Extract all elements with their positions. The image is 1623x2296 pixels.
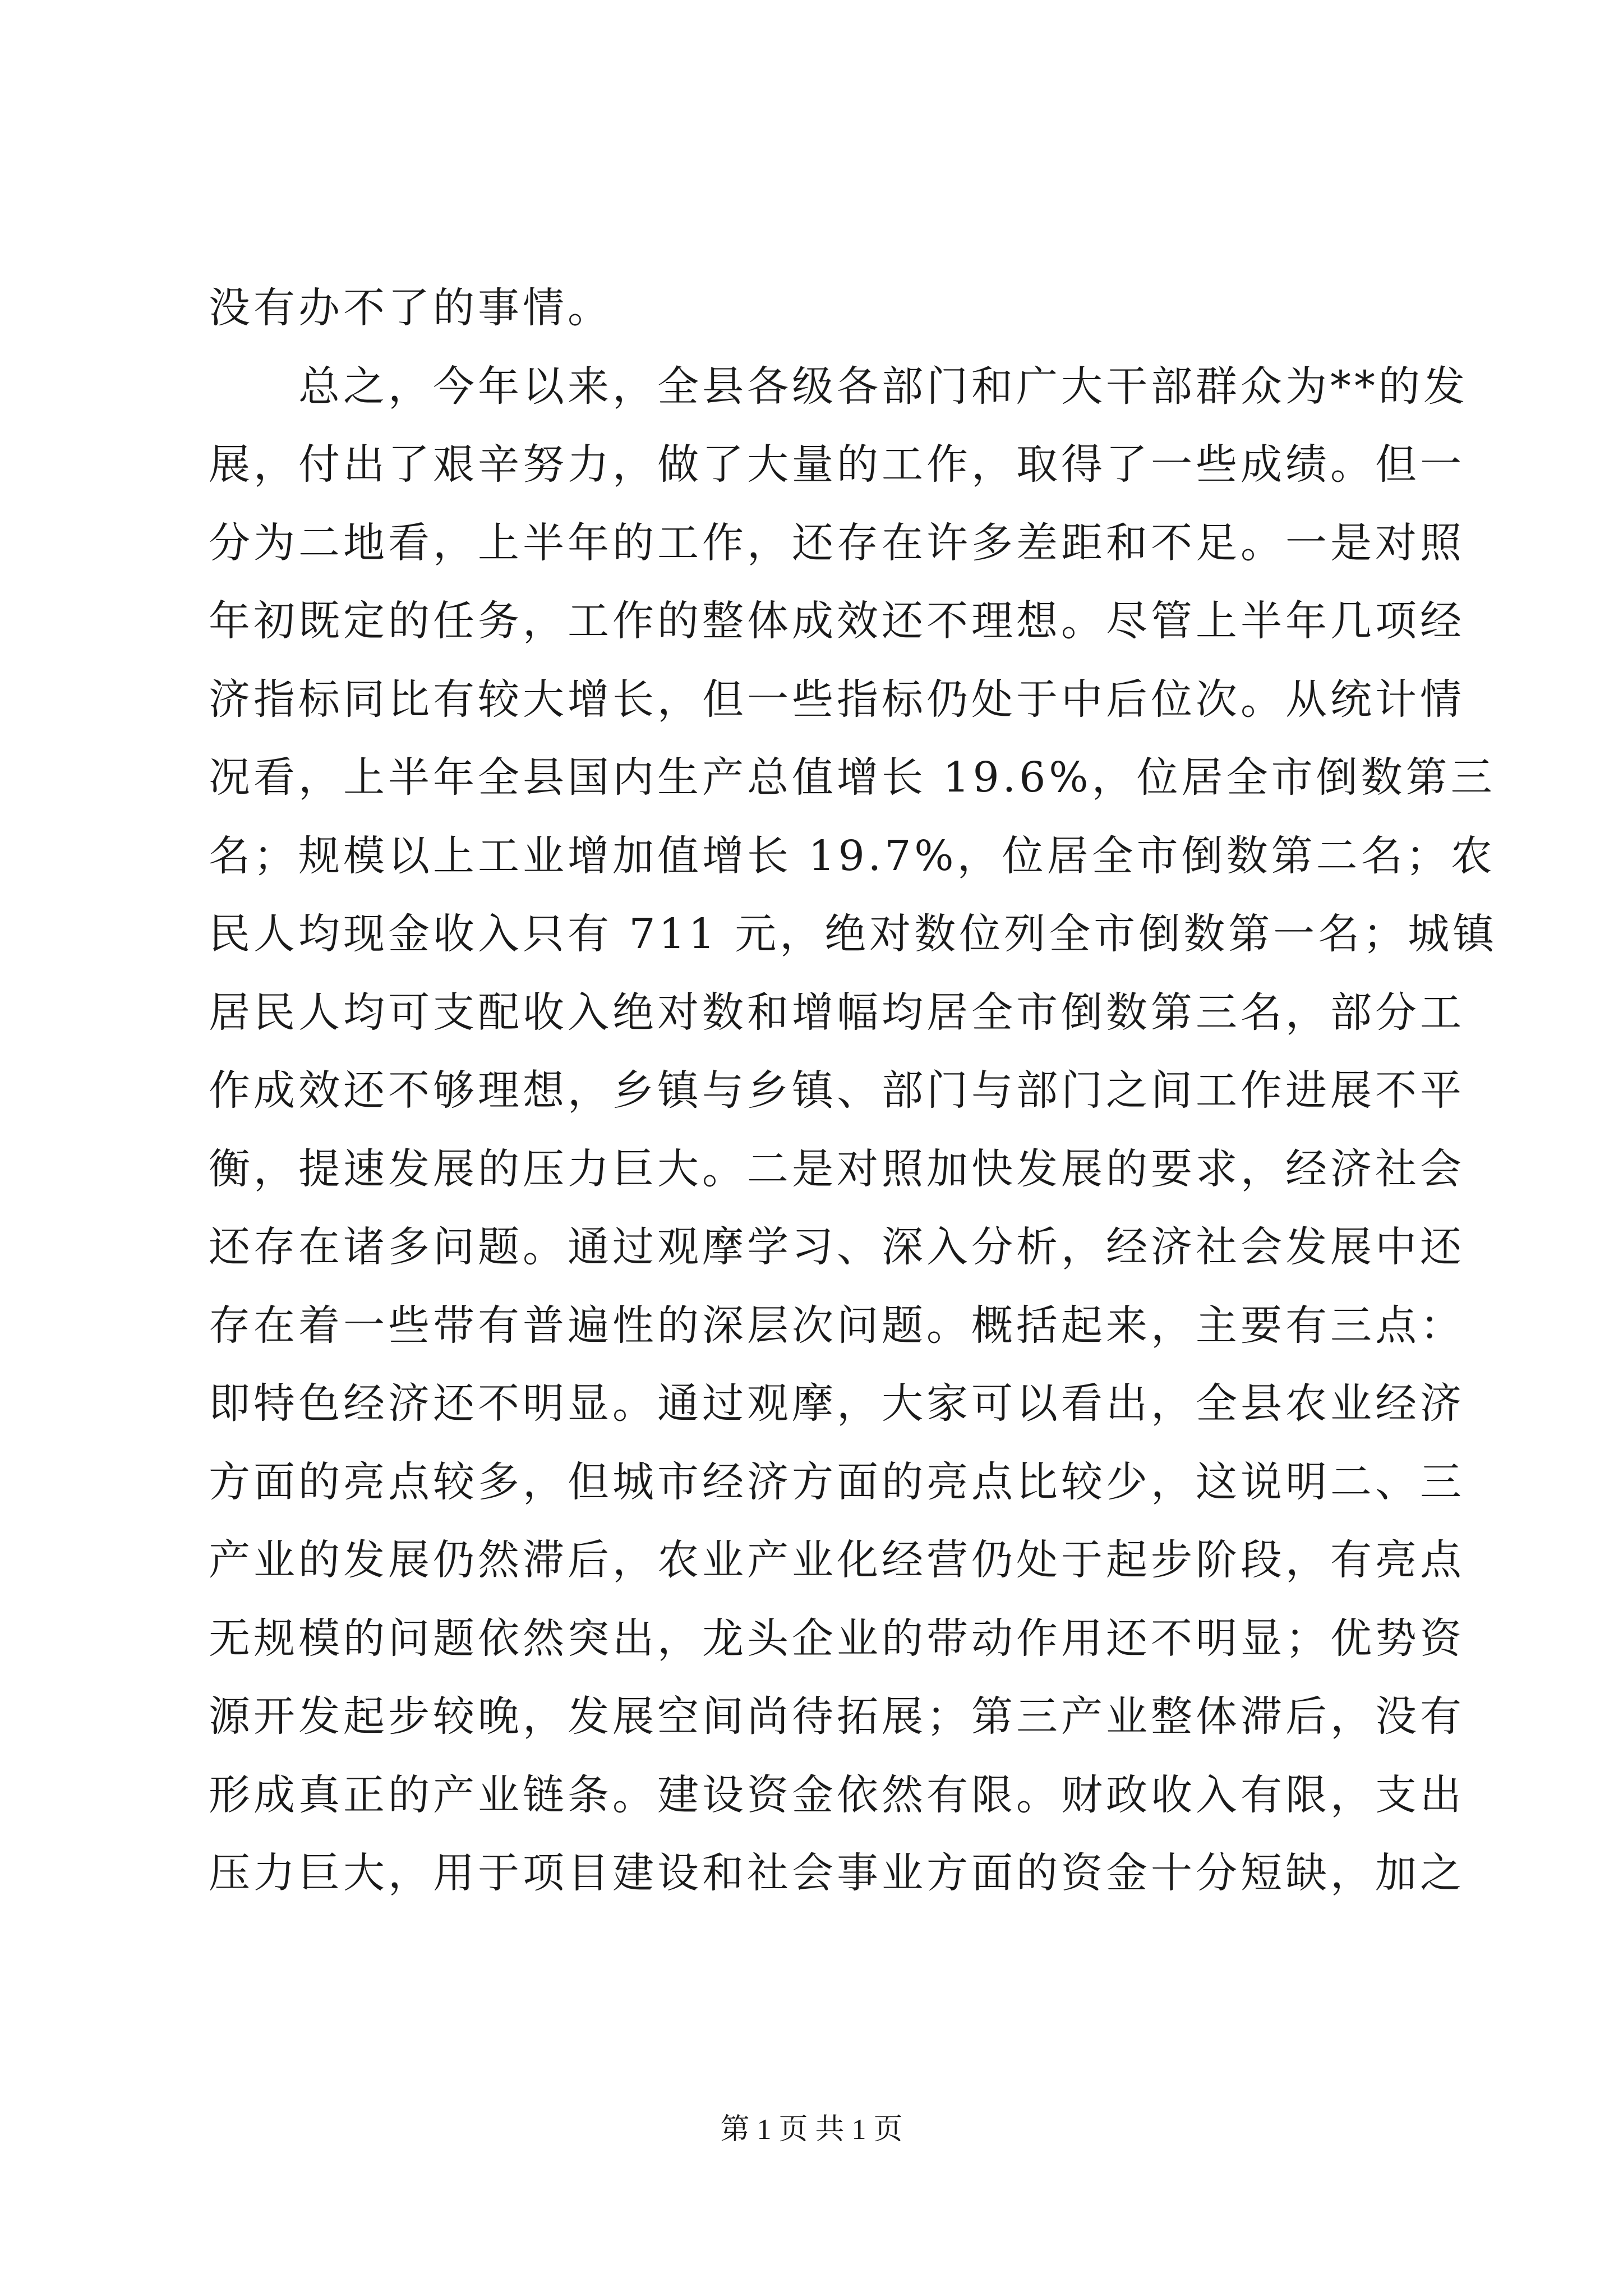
text-line-12: 衡，提速发展的压力巨大。二是对照加快发展的要求，经济社会	[209, 1144, 1465, 1193]
text-line-21: 压力巨大，用于项目建设和社会事业方面的资金十分短缺，加之	[209, 1849, 1465, 1897]
text-line-4: 分为二地看，上半年的工作，还存在许多差距和不足。一是对照	[209, 518, 1465, 567]
text-line-5: 年初既定的任务，工作的整体成效还不理想。尽管上半年几项经	[209, 597, 1465, 645]
text-line-10: 居民人均可支配收入绝对数和增幅均居全市倒数第三名，部分工	[209, 988, 1465, 1037]
text-line-20: 形成真正的产业链条。建设资金依然有限。财政收入有限，支出	[209, 1770, 1465, 1819]
text-line-13: 还存在诸多问题。通过观摩学习、深入分析，经济社会发展中还	[209, 1223, 1465, 1271]
page-footer: 第 1 页 共 1 页	[720, 2114, 903, 2146]
text-line-18: 无规模的问题依然突出，龙头企业的带动作用还不明显；优势资	[209, 1614, 1465, 1663]
text-line-2: 总之，今年以来，全县各级各部门和广大干部群众为**的发	[209, 362, 1468, 411]
text-line-1: 没有办不了的事情。	[209, 284, 612, 332]
text-line-15: 即特色经济还不明显。通过观摩，大家可以看出，全县农业经济	[209, 1379, 1465, 1428]
text-line-3: 展，付出了艰辛努力，做了大量的工作，取得了一些成绩。但一	[209, 440, 1465, 489]
text-line-6: 济指标同比有较大增长，但一些指标仍处于中后位次。从统计情	[209, 675, 1465, 724]
body-text	[209, 269, 1498, 1913]
text-line-8: 名；规模以上工业增加值增长 19.7%，位居全市倒数第二名；农	[209, 831, 1496, 880]
text-line-19: 源开发起步较晚，发展空间尚待拓展；第三产业整体滞后，没有	[209, 1692, 1465, 1741]
text-line-16: 方面的亮点较多，但城市经济方面的亮点比较少，这说明二、三	[209, 1457, 1465, 1506]
text-line-9: 民人均现金收入只有 711 元，绝对数位列全市倒数第一名；城镇	[209, 910, 1498, 958]
text-line-17: 产业的发展仍然滞后，农业产业化经营仍处于起步阶段，有亮点	[209, 1536, 1465, 1584]
text-line-14: 存在着一些带有普遍性的深层次问题。概括起来，主要有三点：	[209, 1301, 1465, 1350]
text-line-11: 作成效还不够理想，乡镇与乡镇、部门与部门之间工作进展不平	[209, 1066, 1465, 1115]
text-line-7: 况看，上半年全县国内生产总值增长 19.6%，位居全市倒数第三	[209, 753, 1496, 802]
